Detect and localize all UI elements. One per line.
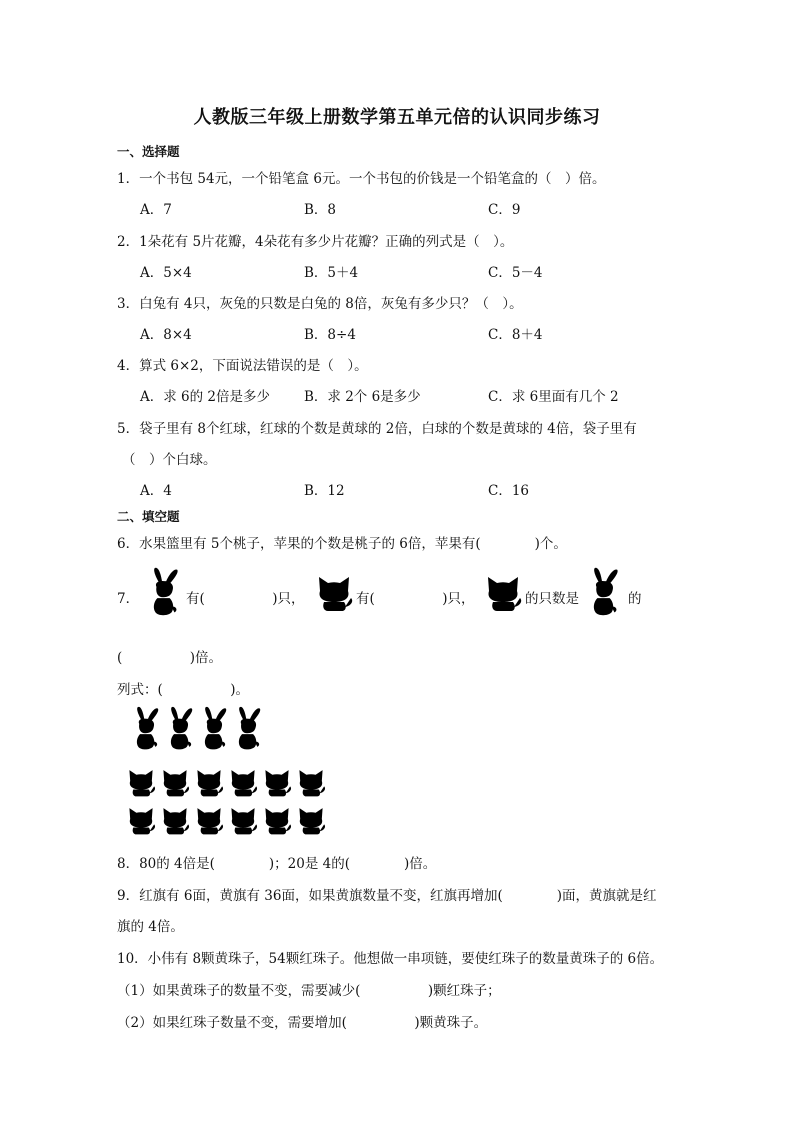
cat-icon xyxy=(226,767,260,798)
section-heading-choice: 一、选择题 xyxy=(117,144,180,159)
q3-option-b[interactable]: B．8÷4 xyxy=(304,327,356,343)
q5-option-c[interactable]: C．16 xyxy=(488,483,530,499)
q7-text-3: 的只数是 xyxy=(525,591,579,607)
cat-icon xyxy=(124,805,158,836)
cat-icon xyxy=(192,767,226,798)
q1-option-b[interactable]: B．8 xyxy=(304,202,337,218)
q7-text-1: 有( )只， xyxy=(186,591,305,607)
cat-icon xyxy=(192,805,226,836)
question-7-number: 7． xyxy=(117,591,140,607)
q4-option-b[interactable]: B．求 2个 6是多少 xyxy=(304,389,421,405)
q7-text-5: ( )倍。 xyxy=(117,650,223,666)
question-4-stem: 4．算式 6×2，下面说法错误的是（ ）。 xyxy=(117,358,368,374)
q2-option-c[interactable]: C．5－4 xyxy=(488,265,543,281)
question-5-stem-line2: （ ）个白球。 xyxy=(122,452,217,468)
cat-icon xyxy=(158,805,192,836)
q7-text-2: 有( )只， xyxy=(356,591,475,607)
q10-sub-1: （1）如果黄珠子的数量不变，需要减少( )颗红珠子； xyxy=(117,983,501,999)
question-5-stem-line1: 5．袋子里有 8个红球，红球的个数是黄球的 2倍，白球的个数是黄球的 4倍，袋子里有 xyxy=(117,421,637,437)
cat-icon xyxy=(481,573,525,613)
cat-icon xyxy=(260,805,294,836)
question-2-stem: 2．1朵花有 5片花瓣，4朵花有多少片花瓣？正确的列式是（ ）。 xyxy=(117,234,514,250)
cat-icon xyxy=(294,767,328,798)
question-10-stem: 10．小伟有 8颗黄珠子，54颗红珠子。他想做一串项链，要使红珠子的数量黄珠子的 6倍。 xyxy=(117,951,664,967)
page-title: 人教版三年级上册数学第五单元倍的认识同步练习 xyxy=(193,107,601,128)
cat-icon xyxy=(226,805,260,836)
q7-text-4: 的 xyxy=(628,591,642,607)
rabbit-icon xyxy=(145,566,183,619)
cat-icon xyxy=(158,767,192,798)
rabbit-icon xyxy=(163,704,197,754)
q10-sub-2: （2）如果红珠子数量不变，需要增加( )颗黄珠子。 xyxy=(117,1015,488,1031)
q3-option-c[interactable]: C．8＋4 xyxy=(488,327,543,343)
section-heading-fill: 二、填空题 xyxy=(117,509,180,524)
rabbit-icon xyxy=(231,704,265,754)
q1-option-c[interactable]: C．9 xyxy=(488,202,521,218)
question-6-stem: 6．水果篮里有 5个桃子，苹果的个数是桃子的 6倍，苹果有( )个。 xyxy=(117,536,567,552)
q3-option-a[interactable]: A．8×4 xyxy=(140,327,192,343)
q4-option-c[interactable]: C．求 6里面有几个 2 xyxy=(488,389,619,405)
q1-option-a[interactable]: A．7 xyxy=(140,202,172,218)
q2-option-a[interactable]: A．5×4 xyxy=(140,265,192,281)
question-9-line1: 9．红旗有 6面，黄旗有 36面，如果黄旗数量不变，红旗再增加( )面，黄旗就是红 xyxy=(117,888,657,904)
rabbit-icon xyxy=(585,566,623,619)
cat-icon xyxy=(124,767,158,798)
cat-icon xyxy=(294,805,328,836)
cat-icon xyxy=(260,767,294,798)
cat-icon xyxy=(312,573,356,613)
question-3-stem: 3．白兔有 4只，灰兔的只数是白兔的 8倍，灰兔有多少只？（ ）。 xyxy=(117,296,523,312)
q5-option-b[interactable]: B．12 xyxy=(304,483,345,499)
q7-formula: 列式：( )。 xyxy=(117,682,250,698)
q5-option-a[interactable]: A．4 xyxy=(140,483,172,499)
rabbit-icon xyxy=(197,704,231,754)
rabbit-icon xyxy=(129,704,163,754)
question-1-stem: 1．一个书包 54元，一个铅笔盒 6元。一个书包的价钱是一个铅笔盒的（ ）倍。 xyxy=(117,171,606,187)
q2-option-b[interactable]: B．5＋4 xyxy=(304,265,359,281)
question-8-stem: 8．80的 4倍是( )；20是 4的( )倍。 xyxy=(117,856,437,872)
question-9-line2: 旗的 4倍。 xyxy=(117,919,184,935)
q4-option-a[interactable]: A．求 6的 2倍是多少 xyxy=(140,389,271,405)
